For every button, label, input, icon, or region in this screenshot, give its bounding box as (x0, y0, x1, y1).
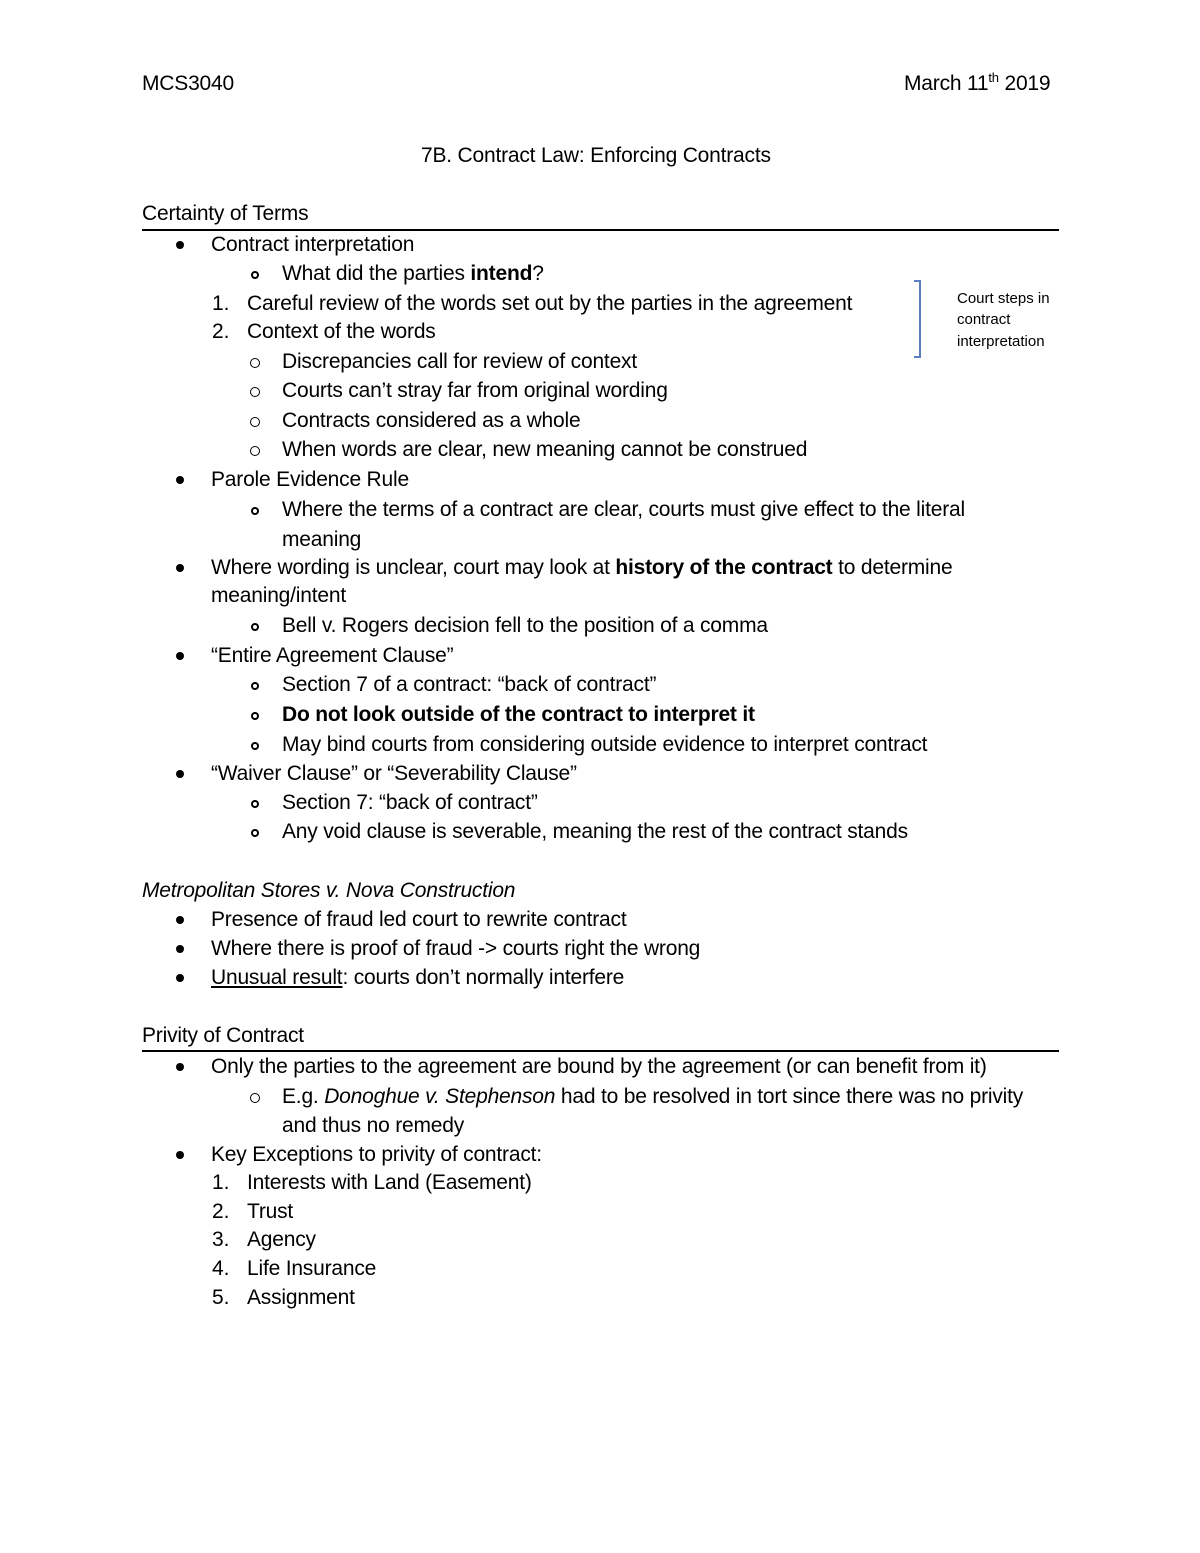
list-item: Agency (247, 1228, 316, 1251)
bullet (176, 241, 184, 249)
sub-bullet (251, 829, 259, 837)
list-item: Context of the words (247, 320, 436, 343)
sub-bullet (250, 417, 260, 427)
section-heading-certainty: Certainty of Terms (142, 202, 309, 225)
list-item: Presence of fraud led court to rewrite contract (211, 908, 627, 931)
list-item-continued: meaning (282, 528, 362, 551)
sub-bullet (251, 712, 259, 720)
list-item: Assignment (247, 1286, 355, 1309)
list-item: Where there is proof of fraud -> courts right the wrong (211, 937, 701, 960)
list-item: Contracts considered as a whole (282, 409, 581, 432)
text: Where wording is unclear, court may look at (211, 556, 616, 579)
sub-bullet (251, 507, 259, 515)
section-heading-privity: Privity of Contract (142, 1024, 304, 1047)
course-code: MCS3040 (142, 72, 234, 95)
list-item (282, 260, 544, 288)
date (904, 70, 1050, 98)
list-item: Section 7: “back of contract” (282, 791, 538, 814)
bullet (176, 476, 184, 484)
bullet (176, 652, 184, 660)
sub-bullet (251, 623, 259, 631)
list-item: When words are clear, new meaning cannot be construed (282, 438, 808, 461)
sub-bullet (251, 800, 259, 808)
bullet (176, 1063, 184, 1071)
list-item: Life Insurance (247, 1257, 377, 1280)
list-item-continued: and thus no remedy (282, 1114, 465, 1137)
list-item: Interests with Land (Easement) (247, 1171, 532, 1194)
list-item: Contract interpretation (211, 233, 415, 256)
bullet (176, 945, 184, 953)
list-item: Parole Evidence Rule (211, 468, 409, 491)
case-name: Donoghue v. Stephenson (324, 1085, 556, 1108)
list-number: 4. (212, 1257, 230, 1280)
list-number: 2. (212, 320, 230, 343)
text: to determine (832, 556, 953, 579)
date-year: 2019 (998, 72, 1051, 95)
list-item: Careful review of the words set out by the parties in the agreement (247, 292, 853, 315)
list-item-continued: meaning/intent (211, 584, 346, 607)
list-item (211, 554, 952, 582)
list-item: Do not look outside of the contract to interpret it (282, 703, 755, 726)
list-item: Trust (247, 1200, 294, 1223)
list-item: “Waiver Clause” or “Severability Clause” (211, 762, 577, 785)
list-item: Discrepancies call for review of context (282, 350, 637, 373)
list-item (211, 964, 624, 992)
list-item: Only the parties to the agreement are bound by the agreement (or can benefit from it) (211, 1055, 987, 1078)
sub-bullet (250, 387, 260, 397)
emphasis: history of the contract (615, 556, 833, 579)
list-number: 5. (212, 1286, 230, 1309)
list-item: Any void clause is severable, meaning the rest of the contract stands (282, 820, 908, 843)
list-item: Where the terms of a contract are clear, courts must give effect to the literal (282, 498, 965, 521)
text: E.g. (282, 1085, 325, 1108)
sub-bullet (251, 271, 259, 279)
section-rule (142, 1050, 1059, 1052)
comment-bracket (914, 280, 921, 358)
bullet (176, 974, 184, 982)
list-item: Key Exceptions to privity of contract: (211, 1143, 542, 1166)
list-item: “Entire Agreement Clause” (211, 644, 454, 667)
sub-bullet (250, 446, 260, 456)
emphasis: intend (470, 262, 533, 285)
page-title: 7B. Contract Law: Enforcing Contracts (421, 144, 771, 167)
sub-bullet (251, 682, 259, 690)
side-note-line: Court steps in (957, 290, 1050, 307)
text: ? (532, 262, 544, 285)
side-note-line: contract (957, 311, 1011, 328)
text: What did the parties (282, 262, 471, 285)
list-item: Section 7 of a contract: “back of contract” (282, 673, 657, 696)
sub-bullet (250, 1093, 260, 1103)
bullet (176, 1151, 184, 1159)
section-heading-metropolitan: Metropolitan Stores v. Nova Construction (142, 879, 516, 902)
list-number: 1. (212, 1171, 230, 1194)
list-number: 2. (212, 1200, 230, 1223)
date-superscript: th (988, 70, 999, 85)
underlined-text: Unusual result (211, 966, 343, 989)
list-item: Courts can’t stray far from original wording (282, 379, 668, 402)
list-number: 1. (212, 292, 230, 315)
side-note-line: interpretation (957, 333, 1045, 350)
text: : courts don’t normally interfere (342, 966, 625, 989)
list-item: Bell v. Rogers decision fell to the position of a comma (282, 614, 768, 637)
text: had to be resolved in tort since there was no privity (555, 1085, 1024, 1108)
list-number: 3. (212, 1228, 230, 1251)
list-item: May bind courts from considering outside evidence to interpret contract (282, 733, 928, 756)
date-text: March 11 (904, 72, 989, 95)
bullet (176, 770, 184, 778)
sub-bullet (251, 742, 259, 750)
sub-bullet (250, 358, 260, 368)
bullet (176, 916, 184, 924)
bullet (176, 564, 184, 572)
list-item (282, 1083, 1023, 1111)
